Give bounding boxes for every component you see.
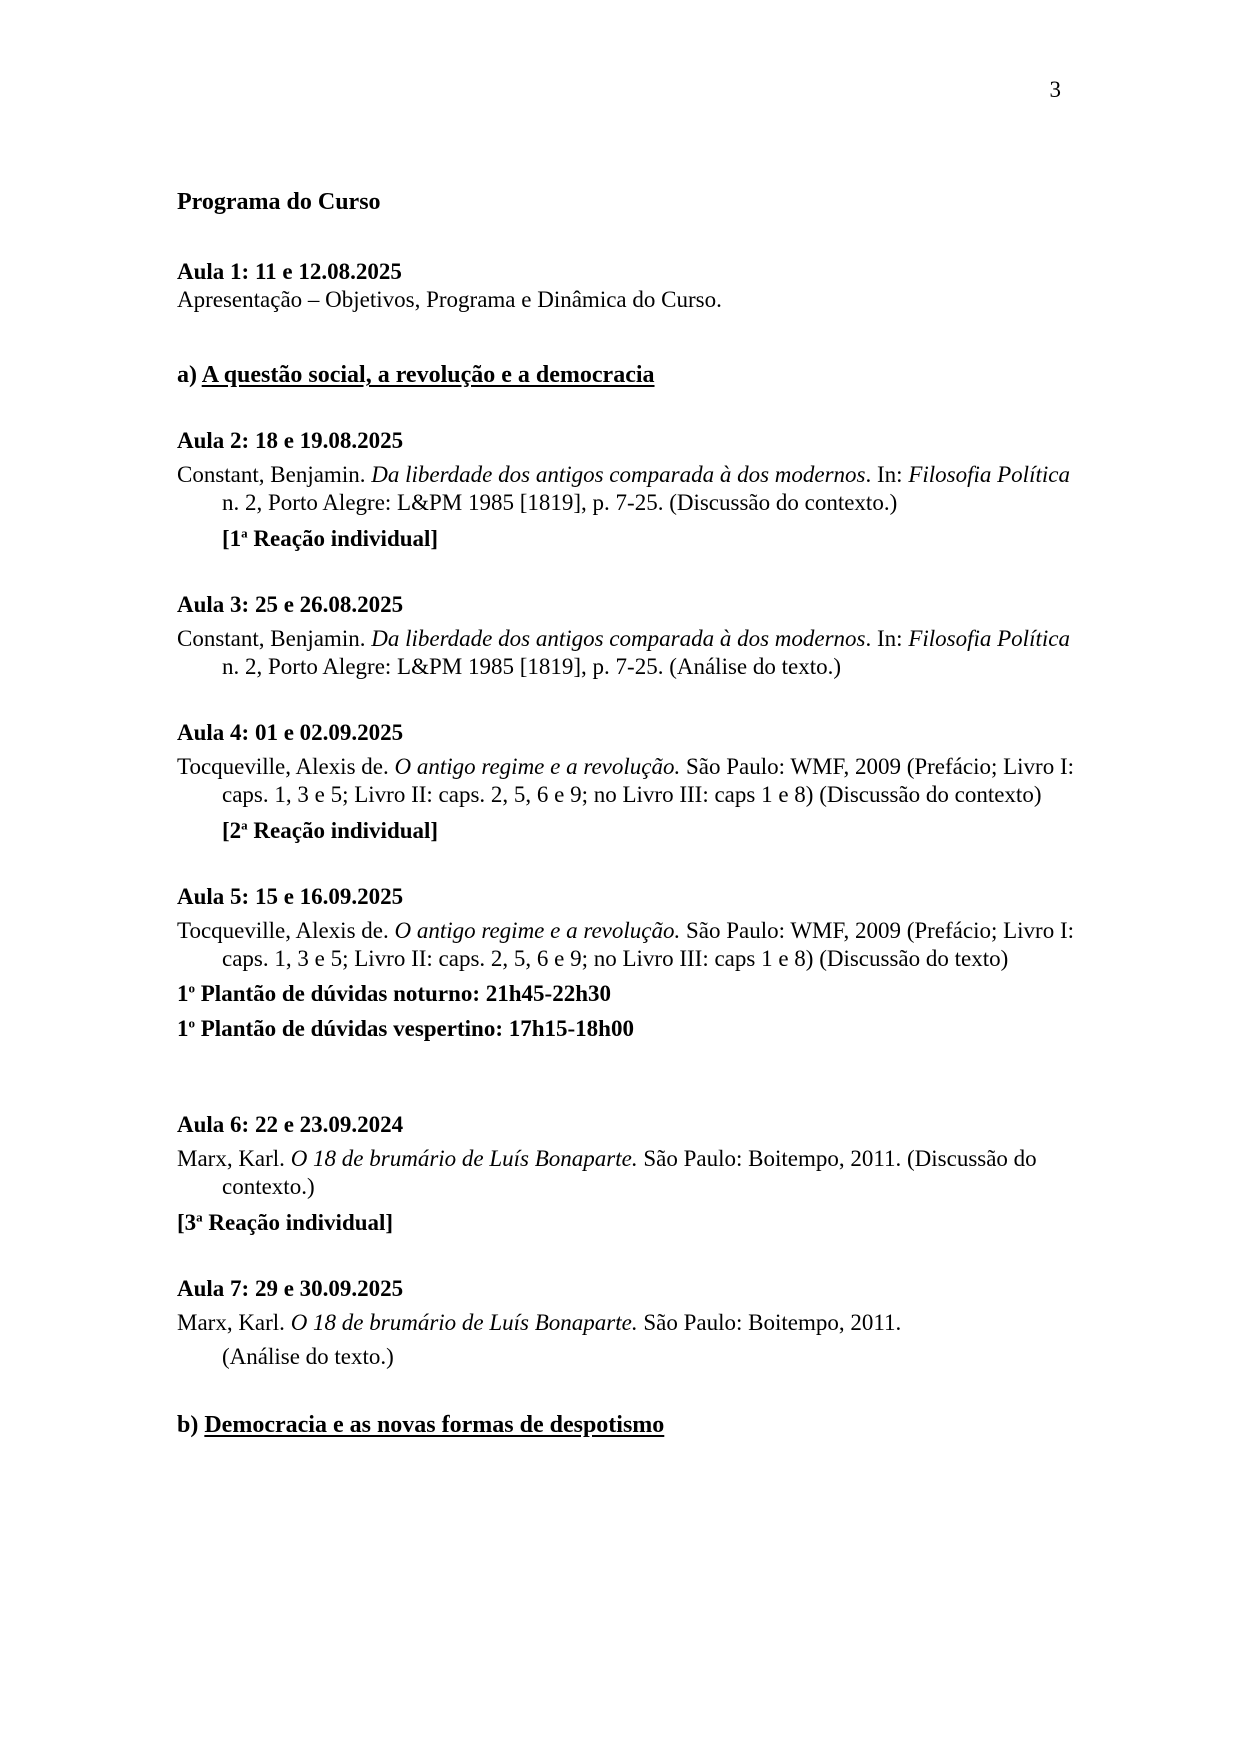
reference-journal: Filosofia Política bbox=[908, 626, 1070, 651]
reference-details: . In: bbox=[865, 626, 903, 651]
reaction-open: [3 bbox=[177, 1210, 197, 1235]
reference-title: Da liberdade dos antigos comparada à dos modernos bbox=[371, 626, 866, 651]
reaction-text: Reação individual] bbox=[202, 1210, 394, 1235]
reaction-open: [1 bbox=[222, 526, 242, 551]
office-hours-evening bbox=[177, 980, 1077, 1008]
reference-details: São Paulo: WMF, 2009 (Prefácio; Livro I: caps. 1, 3 e 5; Livro II: caps. 2, 5, 6 e 9; no Livro III: caps 1 e 8) (Discussão do texto) bbox=[222, 918, 1075, 971]
reference-title: O 18 de brumário de Luís Bonaparte. bbox=[290, 1310, 638, 1335]
page-number: 3 bbox=[1049, 77, 1061, 102]
section-heading-a bbox=[177, 361, 1077, 389]
reference-author: Constant, Benjamin. bbox=[177, 462, 366, 487]
reading-reference bbox=[177, 1145, 1077, 1201]
reference-details: . In: bbox=[865, 462, 903, 487]
reading-reference bbox=[177, 625, 1077, 681]
section-title: Democracia e as novas formas de despotismo bbox=[204, 1412, 665, 1438]
section-title: A questão social, a revolução e a democracia bbox=[201, 362, 655, 388]
section-heading-b bbox=[177, 1411, 1077, 1439]
office-hours-number: 1 bbox=[177, 1016, 189, 1041]
lesson-heading: Aula 5: 15 e 16.09.2025 bbox=[177, 884, 404, 909]
reaction-note bbox=[222, 525, 1077, 553]
reading-reference bbox=[177, 1309, 1077, 1337]
lesson-note: (Análise do texto.) bbox=[222, 1344, 394, 1369]
lesson-1 bbox=[177, 258, 1077, 314]
reference-title: Da liberdade dos antigos comparada à dos modernos bbox=[371, 462, 866, 487]
office-hours-number: 1 bbox=[177, 981, 189, 1006]
office-hours-ordinal: o bbox=[188, 980, 195, 996]
reading-reference bbox=[177, 753, 1077, 809]
reference-details: São Paulo: Boitempo, 2011. bbox=[643, 1310, 902, 1335]
reading-reference bbox=[177, 917, 1077, 973]
lesson-heading: Aula 6: 22 e 23.09.2024 bbox=[177, 1112, 404, 1137]
reading-reference bbox=[177, 461, 1077, 517]
lesson-5 bbox=[177, 883, 1077, 1043]
lesson-7 bbox=[177, 1275, 1077, 1371]
reference-title: O antigo regime e a revolução. bbox=[394, 754, 681, 779]
lesson-heading: Aula 7: 29 e 30.09.2025 bbox=[177, 1276, 404, 1301]
office-hours-ordinal: o bbox=[188, 1015, 195, 1031]
office-hours-text: Plantão de dúvidas noturno: 21h45-22h30 bbox=[195, 981, 611, 1006]
document-body bbox=[177, 188, 1077, 1439]
reference-author: Tocqueville, Alexis de. bbox=[177, 918, 389, 943]
reaction-ordinal: a bbox=[241, 525, 248, 541]
reference-title: O antigo regime e a revolução. bbox=[394, 918, 681, 943]
reference-journal: Filosofia Política bbox=[908, 462, 1070, 487]
lesson-heading: Aula 4: 01 e 02.09.2025 bbox=[177, 720, 404, 745]
page-title: Programa do Curso bbox=[177, 189, 381, 215]
lesson-heading: Aula 3: 25 e 26.08.2025 bbox=[177, 592, 404, 617]
office-hours-afternoon bbox=[177, 1015, 1077, 1043]
section-label: a) bbox=[177, 362, 197, 388]
reference-author: Tocqueville, Alexis de. bbox=[177, 754, 389, 779]
reference-author: Marx, Karl. bbox=[177, 1146, 285, 1171]
reaction-text: Reação individual] bbox=[247, 526, 439, 551]
lesson-4 bbox=[177, 719, 1077, 845]
reaction-note bbox=[177, 1209, 1077, 1237]
reference-details: São Paulo: WMF, 2009 (Prefácio; Livro I: caps. 1, 3 e 5; Livro II: caps. 2, 5, 6 e 9; no Livro III: caps 1 e 8) (Discussão do contexto) bbox=[222, 754, 1075, 807]
lesson-heading: Aula 1: 11 e 12.08.2025 bbox=[177, 259, 402, 284]
reference-details: São Paulo: Boitempo, 2011. (Discussão do contexto.) bbox=[222, 1146, 1037, 1199]
reaction-text: Reação individual] bbox=[247, 818, 439, 843]
reference-author: Constant, Benjamin. bbox=[177, 626, 366, 651]
reaction-note bbox=[222, 817, 1077, 845]
lesson-description: Apresentação – Objetivos, Programa e Dinâmica do Curso. bbox=[177, 287, 722, 312]
lesson-6 bbox=[177, 1111, 1077, 1237]
reference-details-2: n. 2, Porto Alegre: L&PM 1985 [1819], p. 7-25. (Discussão do contexto.) bbox=[222, 490, 898, 515]
reference-author: Marx, Karl. bbox=[177, 1310, 285, 1335]
reference-details-2: n. 2, Porto Alegre: L&PM 1985 [1819], p. 7-25. (Análise do texto.) bbox=[222, 654, 842, 679]
lesson-heading: Aula 2: 18 e 19.08.2025 bbox=[177, 428, 404, 453]
reaction-ordinal: a bbox=[241, 817, 248, 833]
lesson-2 bbox=[177, 427, 1077, 553]
section-label: b) bbox=[177, 1412, 199, 1438]
lesson-3 bbox=[177, 591, 1077, 681]
office-hours-text: Plantão de dúvidas vespertino: 17h15-18h00 bbox=[195, 1016, 634, 1041]
reaction-open: [2 bbox=[222, 818, 242, 843]
reference-title: O 18 de brumário de Luís Bonaparte. bbox=[290, 1146, 638, 1171]
reaction-ordinal: a bbox=[196, 1209, 203, 1225]
